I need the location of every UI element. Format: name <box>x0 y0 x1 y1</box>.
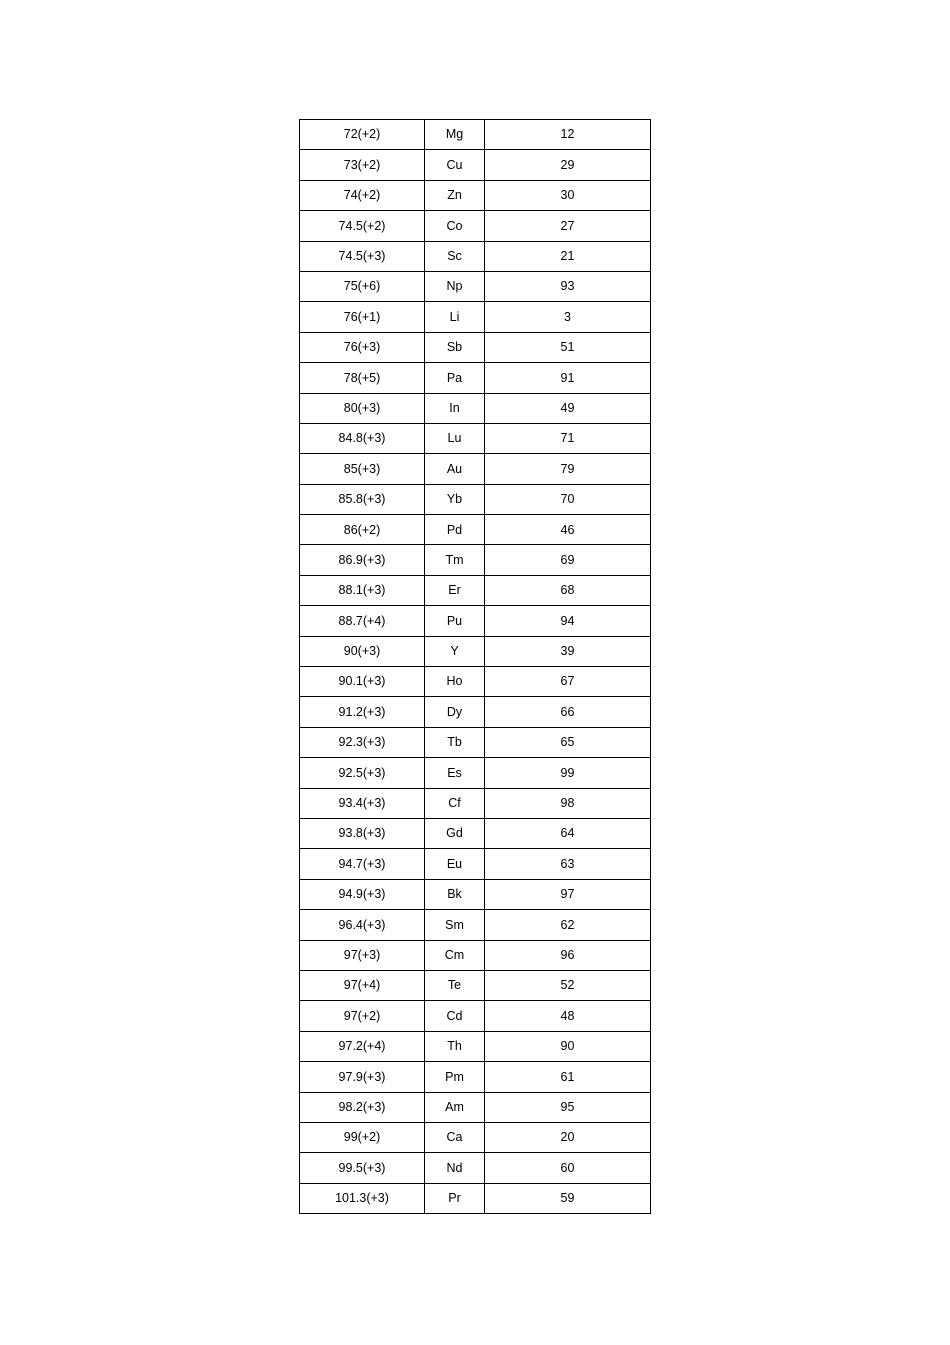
atomic-number-cell: 96 <box>485 940 651 970</box>
atomic-number-cell: 90 <box>485 1031 651 1061</box>
element-symbol-cell: Bk <box>425 879 485 909</box>
atomic-number-cell: 70 <box>485 484 651 514</box>
table-row <box>300 241 651 271</box>
atomic-number-cell: 97 <box>485 879 651 909</box>
table-row <box>300 940 651 970</box>
element-symbol-cell: Lu <box>425 423 485 453</box>
ionic-radius-cell: 85(+3) <box>300 454 425 484</box>
ionic-radius-cell: 73(+2) <box>300 150 425 180</box>
element-symbol-cell: Li <box>425 302 485 332</box>
element-symbol-cell: Pm <box>425 1062 485 1092</box>
atomic-number-cell: 59 <box>485 1183 651 1213</box>
ionic-radius-cell: 74.5(+2) <box>300 211 425 241</box>
ionic-radius-cell: 101.3(+3) <box>300 1183 425 1213</box>
atomic-number-cell: 61 <box>485 1062 651 1092</box>
ionic-radius-cell: 96.4(+3) <box>300 910 425 940</box>
element-symbol-cell: Er <box>425 575 485 605</box>
element-symbol-cell: Au <box>425 454 485 484</box>
ionic-radius-cell: 99.5(+3) <box>300 1153 425 1183</box>
ionic-radius-cell: 85.8(+3) <box>300 484 425 514</box>
table-row <box>300 150 651 180</box>
atomic-number-cell: 91 <box>485 363 651 393</box>
table-row <box>300 484 651 514</box>
ionic-radius-table <box>299 119 651 1214</box>
element-symbol-cell: Pd <box>425 515 485 545</box>
ionic-radius-cell: 74(+2) <box>300 180 425 210</box>
atomic-number-cell: 68 <box>485 575 651 605</box>
ionic-radius-cell: 88.1(+3) <box>300 575 425 605</box>
table-body <box>300 120 651 1214</box>
table-row <box>300 1122 651 1152</box>
atomic-number-cell: 20 <box>485 1122 651 1152</box>
element-symbol-cell: Ca <box>425 1122 485 1152</box>
element-symbol-cell: Pu <box>425 606 485 636</box>
table-row <box>300 423 651 453</box>
element-symbol-cell: Cd <box>425 1001 485 1031</box>
element-symbol-cell: Cm <box>425 940 485 970</box>
element-symbol-cell: Nd <box>425 1153 485 1183</box>
table-row <box>300 1092 651 1122</box>
atomic-number-cell: 21 <box>485 241 651 271</box>
ionic-radius-cell: 76(+3) <box>300 332 425 362</box>
element-symbol-cell: Ho <box>425 667 485 697</box>
table-row <box>300 363 651 393</box>
atomic-number-cell: 12 <box>485 120 651 150</box>
ionic-radius-cell: 99(+2) <box>300 1122 425 1152</box>
table-row <box>300 302 651 332</box>
ionic-radius-cell: 86.9(+3) <box>300 545 425 575</box>
element-symbol-cell: Te <box>425 970 485 1000</box>
atomic-number-cell: 95 <box>485 1092 651 1122</box>
ionic-radius-cell: 78(+5) <box>300 363 425 393</box>
atomic-number-cell: 94 <box>485 606 651 636</box>
ionic-radius-cell: 80(+3) <box>300 393 425 423</box>
atomic-number-cell: 30 <box>485 180 651 210</box>
table-row <box>300 1031 651 1061</box>
table-row <box>300 332 651 362</box>
atomic-number-cell: 27 <box>485 211 651 241</box>
atomic-number-cell: 79 <box>485 454 651 484</box>
ionic-radius-cell: 97.9(+3) <box>300 1062 425 1092</box>
table-row <box>300 1001 651 1031</box>
element-symbol-cell: Sc <box>425 241 485 271</box>
ionic-radius-cell: 84.8(+3) <box>300 423 425 453</box>
element-symbol-cell: Yb <box>425 484 485 514</box>
ionic-radius-cell: 74.5(+3) <box>300 241 425 271</box>
ionic-radius-cell: 97(+4) <box>300 970 425 1000</box>
element-symbol-cell: Sb <box>425 332 485 362</box>
atomic-number-cell: 63 <box>485 849 651 879</box>
atomic-number-cell: 39 <box>485 636 651 666</box>
atomic-number-cell: 49 <box>485 393 651 423</box>
atomic-number-cell: 71 <box>485 423 651 453</box>
table-row <box>300 970 651 1000</box>
ionic-radius-cell: 93.4(+3) <box>300 788 425 818</box>
element-symbol-cell: Pr <box>425 1183 485 1213</box>
element-symbol-cell: Sm <box>425 910 485 940</box>
element-symbol-cell: Zn <box>425 180 485 210</box>
atomic-number-cell: 98 <box>485 788 651 818</box>
element-symbol-cell: Cf <box>425 788 485 818</box>
table-row <box>300 910 651 940</box>
element-symbol-cell: Dy <box>425 697 485 727</box>
atomic-number-cell: 29 <box>485 150 651 180</box>
element-symbol-cell: Tb <box>425 727 485 757</box>
element-symbol-cell: Es <box>425 758 485 788</box>
atomic-number-cell: 3 <box>485 302 651 332</box>
table-row <box>300 879 651 909</box>
table-row <box>300 818 651 848</box>
element-symbol-cell: Th <box>425 1031 485 1061</box>
atomic-number-cell: 62 <box>485 910 651 940</box>
element-symbol-cell: Tm <box>425 545 485 575</box>
table-row <box>300 636 651 666</box>
ionic-radius-cell: 98.2(+3) <box>300 1092 425 1122</box>
atomic-number-cell: 46 <box>485 515 651 545</box>
ionic-radius-cell: 94.7(+3) <box>300 849 425 879</box>
ionic-radius-cell: 97(+3) <box>300 940 425 970</box>
table-row <box>300 1183 651 1213</box>
ionic-radius-cell: 92.5(+3) <box>300 758 425 788</box>
atomic-number-cell: 48 <box>485 1001 651 1031</box>
ionic-radius-cell: 75(+6) <box>300 271 425 301</box>
table-row <box>300 697 651 727</box>
ionic-radius-cell: 94.9(+3) <box>300 879 425 909</box>
table-row <box>300 727 651 757</box>
atomic-number-cell: 64 <box>485 818 651 848</box>
table-row <box>300 1062 651 1092</box>
table-row <box>300 606 651 636</box>
table-row <box>300 667 651 697</box>
atomic-number-cell: 67 <box>485 667 651 697</box>
table-row <box>300 1153 651 1183</box>
table-row <box>300 271 651 301</box>
ionic-radius-cell: 86(+2) <box>300 515 425 545</box>
table-row <box>300 575 651 605</box>
table-row <box>300 515 651 545</box>
atomic-number-cell: 52 <box>485 970 651 1000</box>
atomic-number-cell: 51 <box>485 332 651 362</box>
ionic-radius-cell: 97.2(+4) <box>300 1031 425 1061</box>
ionic-radius-cell: 76(+1) <box>300 302 425 332</box>
ionic-radius-cell: 72(+2) <box>300 120 425 150</box>
element-symbol-cell: Gd <box>425 818 485 848</box>
element-symbol-cell: Co <box>425 211 485 241</box>
ionic-radius-cell: 90(+3) <box>300 636 425 666</box>
atomic-number-cell: 60 <box>485 1153 651 1183</box>
table-row <box>300 211 651 241</box>
atomic-number-cell: 65 <box>485 727 651 757</box>
table-row <box>300 545 651 575</box>
table-row <box>300 180 651 210</box>
table-row <box>300 120 651 150</box>
element-symbol-cell: Cu <box>425 150 485 180</box>
ionic-radius-cell: 93.8(+3) <box>300 818 425 848</box>
table-row <box>300 788 651 818</box>
element-symbol-cell: Pa <box>425 363 485 393</box>
ionic-radius-cell: 90.1(+3) <box>300 667 425 697</box>
element-symbol-cell: Mg <box>425 120 485 150</box>
element-symbol-cell: In <box>425 393 485 423</box>
table-row <box>300 849 651 879</box>
element-symbol-cell: Eu <box>425 849 485 879</box>
table-row <box>300 454 651 484</box>
element-symbol-cell: Am <box>425 1092 485 1122</box>
table-row <box>300 758 651 788</box>
table-row <box>300 393 651 423</box>
atomic-number-cell: 69 <box>485 545 651 575</box>
atomic-number-cell: 99 <box>485 758 651 788</box>
ionic-radius-cell: 92.3(+3) <box>300 727 425 757</box>
ionic-radius-cell: 97(+2) <box>300 1001 425 1031</box>
atomic-number-cell: 66 <box>485 697 651 727</box>
ionic-radius-cell: 91.2(+3) <box>300 697 425 727</box>
ionic-radius-cell: 88.7(+4) <box>300 606 425 636</box>
element-symbol-cell: Y <box>425 636 485 666</box>
element-symbol-cell: Np <box>425 271 485 301</box>
atomic-number-cell: 93 <box>485 271 651 301</box>
